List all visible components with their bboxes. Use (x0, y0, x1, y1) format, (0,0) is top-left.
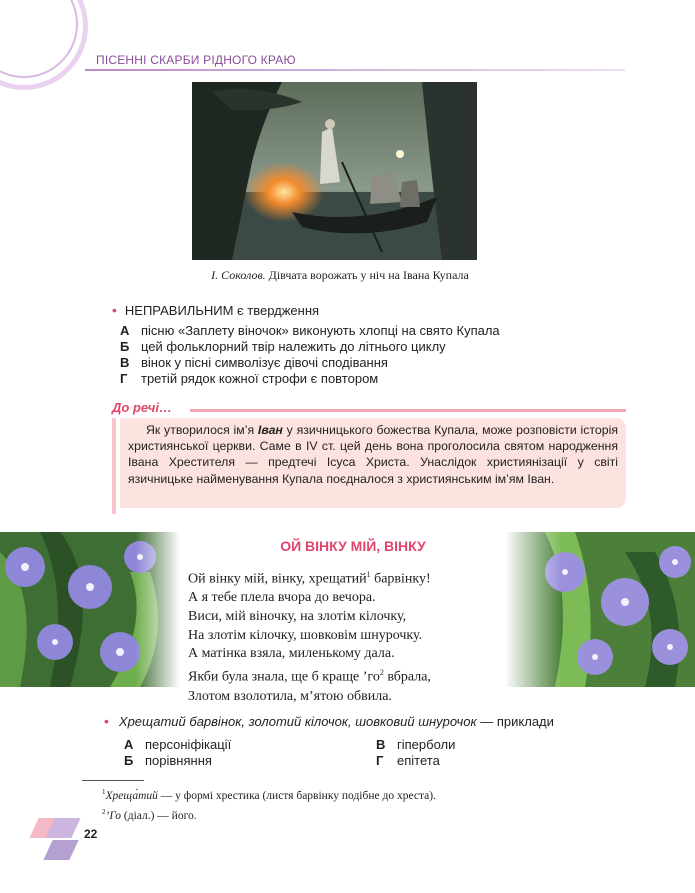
option-h[interactable]: Г епітета (376, 753, 440, 768)
option-b[interactable]: Б порівняння (124, 753, 212, 768)
footnote-ref-1[interactable]: 1 (366, 570, 371, 579)
note-text: Як утворилося ім’я Іван у язичницького божества Купала, може розповісти історія християнської церкви. Саме в IV ст. цей день вона проголосила святом народження Івана Хрестителя — предтечі Ісуса Христа. Унаслідок християнізації у світі язичницьке найменування Купала поєдналося з християнським ім’ям Іван. (128, 423, 618, 486)
section-title: ПІСЕННІ СКАРБИ РІДНОГО КРАЮ (96, 53, 296, 67)
song-line-4: На злотім кілочку, шовковім шнурочку. (188, 627, 423, 643)
bullet-icon: • (112, 302, 117, 318)
periwinkle-image-left (0, 532, 180, 687)
song-line-6: Якби була знала, ще б краще $’го^2$ вбрала, (188, 668, 431, 685)
footnote-ref-2[interactable]: 2 (379, 668, 384, 678)
bullet-icon: • (104, 713, 109, 729)
page-number-decoration (43, 840, 78, 860)
question-1-options (120, 323, 500, 387)
painting-svg (192, 82, 477, 260)
note-title: До речі… (112, 400, 172, 415)
option-v[interactable]: В гіперболи (376, 737, 456, 752)
caption-author: І. Соколов. (211, 268, 266, 282)
option-v[interactable]: В вінок у пісні символізує дівочі сподівання (120, 355, 388, 370)
option-b[interactable]: Б цей фольклорний твір належить до літнього циклу (120, 339, 446, 354)
note-left-bar (112, 418, 116, 514)
footnotes (102, 784, 436, 824)
option-a[interactable]: А пісню «Заплету віночок» виконують хлопці на свято Купала (120, 323, 500, 338)
question-1-prompt: НЕПРАВИЛЬНИМ є твердження (124, 303, 320, 318)
song-line-1: Ой вінку мій, вінку, хрещатий$^1$ барвінку! (188, 570, 431, 587)
option-h[interactable]: Г третій рядок кожної строфи є повтором (120, 371, 379, 386)
question-2-examples: Хрещатий барвінок, золотий кілочок, шовковий шнурочок (118, 714, 477, 729)
header-rule (85, 69, 625, 71)
question-1 (112, 302, 319, 318)
song-line-3: Виси, мій віночку, на злотім кілочку, (188, 609, 407, 625)
footnote-1: $^1$Хреща́тий — у формі хрестика (листя барвінку подібне до хреста). (102, 788, 436, 802)
footnote-rule (82, 780, 144, 781)
song-text (188, 566, 431, 706)
note-title-rule (190, 409, 626, 412)
note-highlighted-name: Іван (257, 423, 283, 437)
option-a[interactable]: А персоніфікації (124, 737, 232, 752)
periwinkle-image-right (505, 532, 695, 687)
painting-image (192, 82, 477, 260)
page-number: 22 (84, 827, 98, 841)
painting-caption (150, 268, 530, 283)
song-title: ОЙ ВІНКУ МІЙ, ВІНКУ (280, 538, 426, 554)
question-2 (104, 713, 554, 729)
footnote-2: $^2$’Го (діал.) — його. (102, 807, 197, 822)
song-line-7: Злотом взолотила, м’ятою обвила. (188, 688, 392, 704)
caption-title: Дівчата ворожать у ніч на Івана Купала (265, 268, 469, 282)
song-line-5: А матінка взяла, миленькому дала. (188, 646, 395, 662)
question-2-prompt: — приклади (476, 714, 554, 729)
song-line-2: А я тебе плела вчора до вечора. (188, 590, 376, 606)
